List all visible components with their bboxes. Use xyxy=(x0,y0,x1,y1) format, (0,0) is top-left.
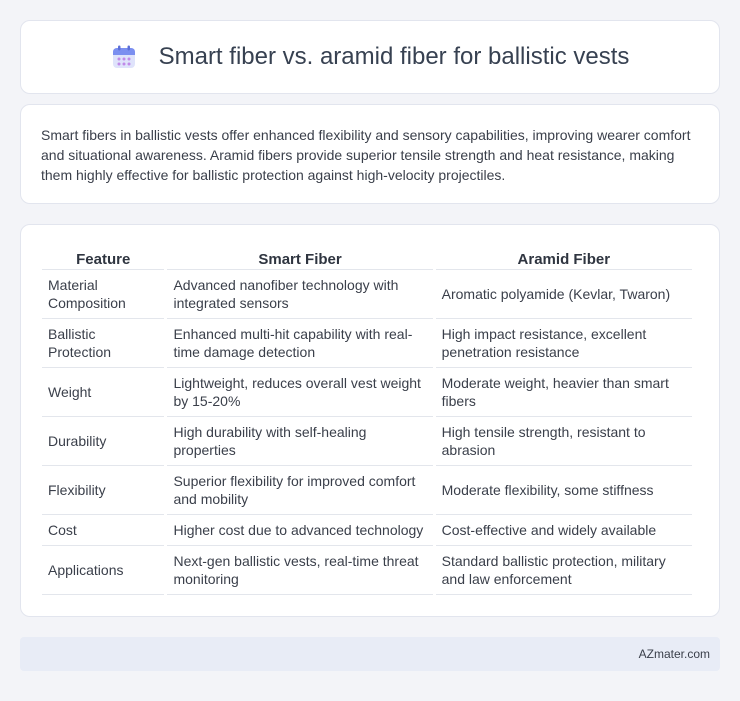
header-smart-fiber: Smart Fiber xyxy=(167,245,432,270)
aramid-fiber-cell: Moderate flexibility, some stiffness xyxy=(436,466,692,515)
aramid-fiber-cell: High tensile strength, resistant to abrasion xyxy=(436,417,692,466)
table-header-row xyxy=(42,245,692,270)
table-row xyxy=(42,417,692,466)
aramid-fiber-cell: Cost-effective and widely available xyxy=(436,515,692,546)
table-row xyxy=(42,368,692,417)
feature-cell: Flexibility xyxy=(42,466,164,515)
summary-card xyxy=(20,104,720,204)
header-aramid-fiber: Aramid Fiber xyxy=(436,245,692,270)
aramid-fiber-cell: Standard ballistic protection, military and law enforcement xyxy=(436,546,692,595)
summary-text: Smart fibers in ballistic vests offer enhanced flexibility and sensory capabilities, improving wearer comfort and situational awareness. Aramid fibers provide superior tensile strength and heat resistance, making them highly effective for ballistic protection against high-velocity projectiles. xyxy=(41,127,691,183)
table-row xyxy=(42,270,692,319)
page-title: Smart fiber vs. aramid fiber for ballistic vests xyxy=(158,43,630,70)
feature-cell: Weight xyxy=(42,368,164,417)
feature-cell: Durability xyxy=(42,417,164,466)
smart-fiber-cell: High durability with self-healing properties xyxy=(167,417,432,466)
smart-fiber-cell: Lightweight, reduces overall vest weight by 15-20% xyxy=(167,368,432,417)
smart-fiber-cell: Superior flexibility for improved comfort and mobility xyxy=(167,466,432,515)
aramid-fiber-cell: Aromatic polyamide (Kevlar, Twaron) xyxy=(436,270,692,319)
table-row xyxy=(42,515,692,546)
smart-fiber-cell: Next-gen ballistic vests, real-time threat monitoring xyxy=(167,546,432,595)
comparison-card xyxy=(20,224,720,617)
smart-fiber-cell: Enhanced multi-hit capability with real-time damage detection xyxy=(167,319,432,368)
title-card xyxy=(20,20,720,94)
smart-fiber-cell: Higher cost due to advanced technology xyxy=(167,515,432,546)
table-row xyxy=(42,466,692,515)
calendar-icon xyxy=(111,44,137,70)
table-row xyxy=(42,319,692,368)
table-row xyxy=(42,546,692,595)
aramid-fiber-cell: Moderate weight, heavier than smart fibers xyxy=(436,368,692,417)
aramid-fiber-cell: High impact resistance, excellent penetration resistance xyxy=(436,319,692,368)
comparison-table xyxy=(39,245,695,595)
header-feature: Feature xyxy=(42,245,164,270)
feature-cell: Cost xyxy=(42,515,164,546)
feature-cell: Applications xyxy=(42,546,164,595)
smart-fiber-cell: Advanced nanofiber technology with integrated sensors xyxy=(167,270,432,319)
title-row xyxy=(111,43,630,71)
feature-cell: Ballistic Protection xyxy=(42,319,164,368)
footer-bar xyxy=(20,637,720,671)
footer-site-link[interactable]: AZmater.com xyxy=(638,647,710,661)
feature-cell: Material Composition xyxy=(42,270,164,319)
